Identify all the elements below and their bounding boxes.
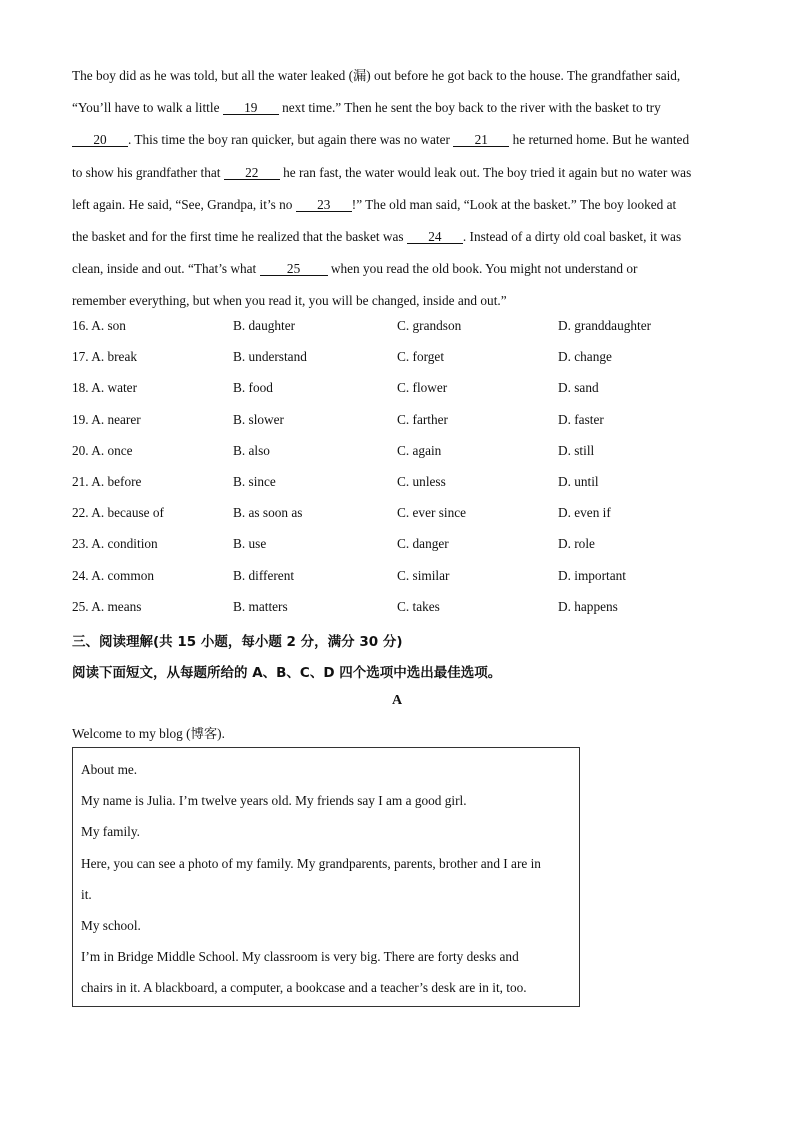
option-b: B. also (233, 442, 270, 458)
option-d: D. change (558, 349, 612, 365)
passage-text: when you read the old book. You might not understand or (327, 261, 638, 277)
option-d: D. sand (558, 380, 599, 396)
option-b: B. since (233, 473, 276, 489)
option-b: B. slower (233, 411, 284, 427)
blog-line: I’m in Bridge Middle School. My classroom is very big. There are forty desks and (81, 949, 519, 965)
blog-line: it. (81, 886, 92, 902)
passage-line (72, 261, 724, 293)
option-d: D. even if (558, 505, 611, 521)
option-a: 22. A. because of (72, 505, 164, 521)
blog-text-box (72, 747, 580, 1007)
option-b: B. matters (233, 598, 288, 614)
section-title: 三、阅读理解(共 15 小题，每小题 2 分，满分 30 分) (72, 634, 403, 650)
blank-24: 24 (407, 230, 463, 244)
blog-line: My school. (81, 918, 141, 933)
blog-line: My family. (81, 824, 140, 840)
question-22 (72, 505, 732, 536)
passage-line (72, 132, 724, 164)
option-c: C. danger (397, 536, 449, 552)
passage-line (72, 229, 724, 261)
option-a: 19. A. nearer (72, 411, 141, 427)
blog-line: Here, you can see a photo of my family. My grandparents, parents, brother and I are in (81, 855, 541, 871)
blog-line: chairs in it. A blackboard, a computer, a bookcase and a teacher’s desk are in it, too. (81, 980, 527, 996)
blank-21: 21 (453, 133, 509, 147)
passage-text: “You’ll have to walk a little (72, 100, 223, 116)
blank-19: 19 (223, 101, 279, 115)
passage-line (72, 197, 724, 229)
question-18 (72, 380, 732, 411)
question-23 (72, 536, 732, 567)
blank-22: 22 (224, 166, 280, 180)
passage-text: next time.” Then he sent the boy back to the river with the basket to try (278, 100, 661, 116)
passage-text: remember everything, but when you read it, you will be changed, inside and out.” (72, 293, 507, 309)
option-a: 24. A. common (72, 567, 154, 583)
option-a: 23. A. condition (72, 536, 158, 552)
option-d: D. still (558, 442, 595, 458)
passage-label: A (391, 693, 403, 708)
option-d: D. important (558, 567, 626, 583)
option-c: C. farther (397, 411, 448, 427)
passage-text: the basket and for the first time he realized that the basket was (72, 228, 407, 244)
passage-line (72, 100, 724, 132)
question-25 (72, 599, 732, 630)
option-a: 25. A. means (72, 598, 142, 614)
question-21 (72, 474, 732, 505)
option-c: C. again (397, 442, 442, 458)
section-instruction: 阅读下面短文，从每题所给的 A、B、C、D 四个选项中选出最佳选项。 (72, 665, 502, 681)
passage-line (72, 68, 724, 100)
option-a: 20. A. once (72, 442, 133, 458)
blog-line: About me. (81, 762, 138, 777)
option-b: B. food (233, 380, 273, 396)
option-c: C. flower (397, 380, 448, 396)
answer-options (72, 318, 732, 630)
passage-text: he ran fast, the water would leak out. The boy tried it again but no water was (279, 164, 692, 180)
option-a: 16. A. son (72, 318, 126, 333)
passage-line (72, 165, 724, 197)
question-19 (72, 412, 732, 443)
option-c: C. similar (397, 567, 450, 583)
option-d: D. happens (558, 598, 618, 614)
blank-20: 20 (72, 133, 128, 147)
passage-text: . Instead of a dirty old coal basket, it was (462, 228, 682, 244)
cloze-passage (72, 68, 724, 326)
question-20 (72, 443, 732, 474)
option-a: 21. A. before (72, 473, 142, 489)
blank-23: 23 (296, 198, 352, 212)
passage-text: The boy did as he was told, but all the water leaked (漏) out before he got back to the house. The grandfather said, (72, 68, 681, 83)
passage-text: left again. He said, “See, Grandpa, it’s no (72, 196, 296, 212)
passage-text: . This time the boy ran quicker, but again there was no water (128, 132, 454, 148)
option-a: 18. A. water (72, 380, 137, 396)
passage-text: to show his grandfather that (72, 164, 224, 180)
option-c: C. unless (397, 473, 446, 489)
blank-25: 25 (260, 262, 328, 276)
blog-line: My name is Julia. I’m twelve years old. My friends say I am a good girl. (81, 793, 467, 809)
option-d: D. granddaughter (558, 318, 652, 333)
passage-text: clean, inside and out. “That’s what (72, 261, 260, 277)
option-d: D. role (558, 536, 595, 552)
option-b: B. daughter (233, 318, 296, 333)
option-b: B. as soon as (233, 505, 303, 521)
option-d: D. faster (558, 411, 604, 427)
option-c: C. takes (397, 598, 440, 614)
blog-intro: Welcome to my blog (博客). (72, 726, 225, 741)
passage-text: !” The old man said, “Look at the basket.” The boy looked at (351, 196, 677, 212)
option-b: B. use (233, 536, 267, 552)
question-17 (72, 349, 732, 380)
option-b: B. understand (233, 349, 307, 365)
question-16 (72, 318, 732, 349)
passage-text: he returned home. But he wanted (509, 132, 690, 148)
option-b: B. different (233, 567, 295, 583)
question-24 (72, 568, 732, 599)
option-c: C. ever since (397, 505, 467, 521)
option-d: D. until (558, 473, 599, 489)
option-c: C. grandson (397, 318, 462, 333)
option-c: C. forget (397, 349, 445, 365)
option-a: 17. A. break (72, 349, 137, 365)
